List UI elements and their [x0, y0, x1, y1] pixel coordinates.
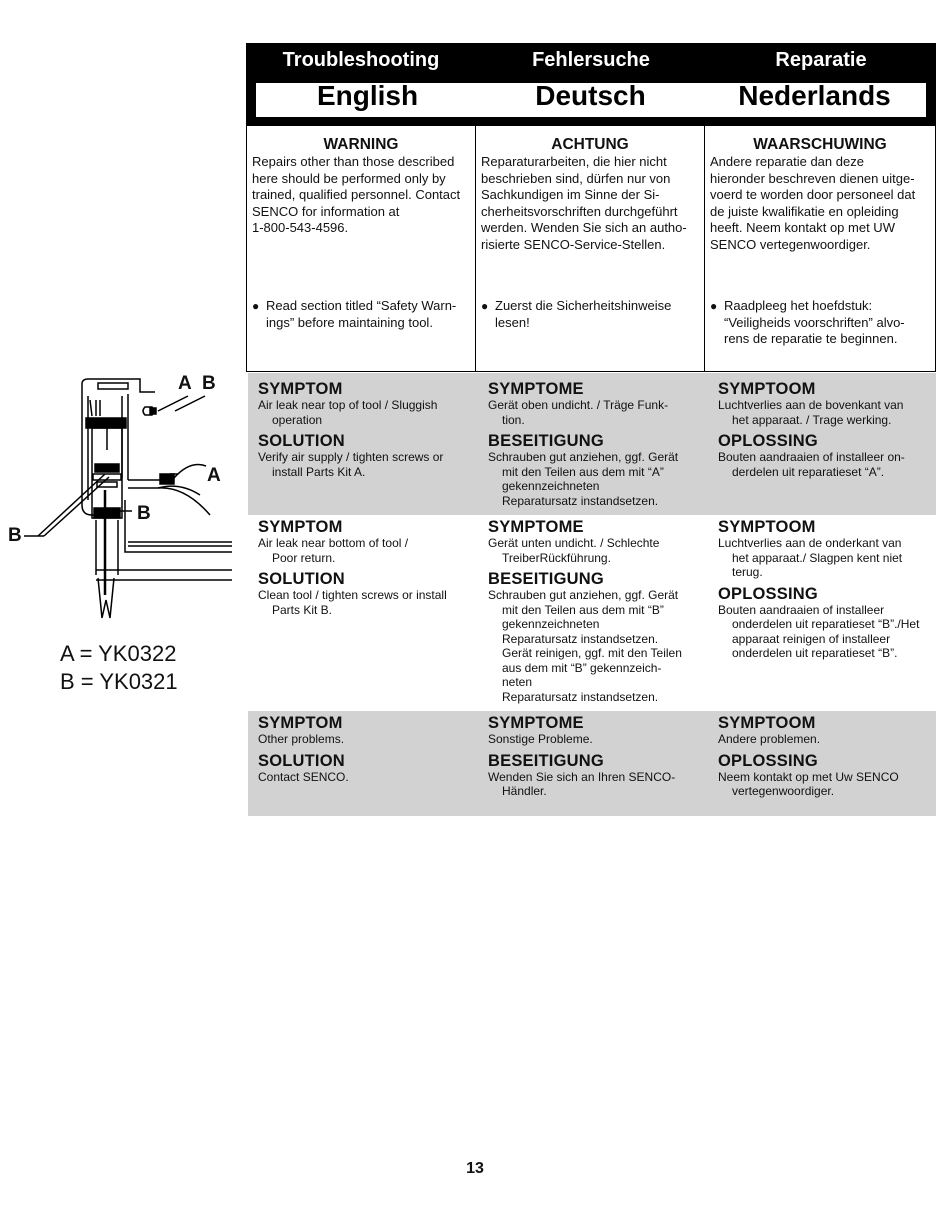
symptom-heading: SYMPTOM: [258, 380, 343, 398]
symptom-text: Luchtverlies aan de onderkant van het apparaat./ Slagpen kent niet terug.: [718, 536, 903, 579]
solution-text: Bouten aandraaien of installeer on- derdelen uit reparatieset “A”.: [718, 450, 905, 479]
legend-kit-a: A = YK0322: [60, 641, 177, 666]
language-german: Deutsch: [535, 80, 646, 111]
solution-text: Schrauben gut anziehen, ggf. Gerät mit den Teilen aus dem mit “B” gekennzeichneten Reparatursatz instandsetzen. Gerät reinigen, ggf. mit den Teilen aus dem mit “B” gekennzeich- neten Reparatursatz instandsetzen.: [488, 588, 682, 704]
callout-b-cylinder: B: [137, 503, 151, 524]
solution-heading: SOLUTION: [258, 751, 345, 770]
solution-heading: SOLUTION: [258, 570, 345, 588]
solution-text: Contact SENCO.: [258, 769, 349, 784]
row-cell-english: [258, 373, 480, 479]
tool-diagram: [0, 370, 240, 630]
solution-heading: BESEITIGUNG: [488, 432, 604, 450]
solution-heading: OPLOSSING: [718, 751, 818, 770]
warning-box: [246, 126, 936, 372]
row-cell-german: [488, 515, 710, 704]
symptom-text: Sonstige Probleme.: [488, 732, 593, 746]
solution-text: Schrauben gut anziehen, ggf. Gerät mit den Teilen aus dem mit “A” gekennzeichneten Reparatursatz instandsetzen.: [488, 450, 679, 508]
parts-legend: [60, 640, 178, 696]
solution-text: Clean tool / tighten screws or install Parts Kit B.: [258, 588, 447, 617]
header-title-dutch: Reparatie: [775, 49, 867, 71]
warning-title: ACHTUNG: [551, 136, 629, 153]
warning-text: Repairs other than those described here should be performed only by trained, qualified personnel. Contact SENCO for information at 1-800-543-4596.: [252, 154, 461, 235]
symptom-heading: SYMPTOME: [488, 518, 584, 536]
callout-a-handle: A: [207, 465, 221, 486]
symptom-heading: SYMPTOOM: [718, 518, 816, 536]
trouble-row-2: [248, 515, 936, 711]
warning-column-english: [247, 126, 476, 372]
warning-text: Reparaturarbeiten, die hier nicht beschrieben sind, dürfen nur von Sachkundigen im Sinne der Si- cherheitsvorschriften durchgeführt werden. Wenden Sie sich an autho- risierte SENCO-Service-Stellen.: [481, 154, 687, 252]
warning-bullet: ● Read section titled “Safety Warn- ings” before maintaining tool.: [252, 298, 472, 331]
language-bar: [256, 80, 926, 117]
page-number: 13: [466, 1160, 484, 1177]
symptom-heading: SYMPTOME: [488, 380, 584, 398]
header-title-german: Fehlersuche: [532, 49, 650, 71]
solution-heading: BESEITIGUNG: [488, 570, 604, 588]
row-cell-dutch: [718, 373, 940, 479]
callout-b-left: B: [8, 525, 22, 546]
symptom-text: Luchtverlies aan de bovenkant van het apparaat. / Trage werking.: [718, 398, 904, 427]
warning-column-german: [476, 126, 705, 372]
row-cell-dutch: [718, 711, 940, 799]
legend-kit-b: B = YK0321: [60, 669, 178, 694]
row-cell-english: [258, 711, 480, 784]
warning-bullet: ● Zuerst die Sicherheitshinweise lesen!: [481, 298, 701, 331]
solution-heading: SOLUTION: [258, 432, 345, 450]
symptom-text: Andere problemen.: [718, 732, 821, 746]
warning-text: Andere reparatie dan deze hieronder beschreven dienen uitge- voerd te worden door personeel dat de juiste kwalifikatie en opleiding heeft. Neem kontakt op met UW SENCO vertegenwoordiger.: [710, 154, 916, 252]
solution-heading: OPLOSSING: [718, 584, 818, 603]
row-cell-german: [488, 711, 710, 799]
symptom-text: Gerät unten undicht. / Schlechte TreiberRückführung.: [488, 536, 660, 565]
row-cell-german: [488, 373, 710, 508]
symptom-text: Air leak near top of tool / Sluggish operation: [258, 398, 438, 427]
header-title-english: Troubleshooting: [282, 49, 440, 71]
solution-text: Neem kontakt op met Uw SENCO vertegenwoordiger.: [718, 769, 899, 798]
symptom-heading: SYMPTOME: [488, 714, 584, 732]
troubleshooting-header: [246, 43, 936, 126]
solution-heading: BESEITIGUNG: [488, 751, 604, 770]
callout-a-top: A: [178, 373, 192, 394]
symptom-text: Gerät oben undicht. / Träge Funk- tion.: [488, 398, 669, 427]
warning-bullet: ● Raadpleeg het hoefdstuk: “Veiligheids voorschriften” alvo- rens de reparatie te beginnen.: [710, 298, 932, 348]
solution-text: Verify air supply / tighten screws or install Parts Kit A.: [258, 450, 444, 479]
symptom-text: Other problems.: [258, 732, 345, 746]
solution-heading: OPLOSSING: [718, 432, 818, 450]
language-dutch: Nederlands: [738, 80, 891, 111]
symptom-text: Air leak near bottom of tool / Poor return.: [258, 536, 409, 565]
row-cell-english: [258, 515, 480, 617]
symptom-heading: SYMPTOM: [258, 518, 343, 536]
trouble-row-1: [248, 373, 936, 515]
language-english: English: [316, 80, 419, 111]
warning-title: WARNING: [323, 136, 399, 153]
symptom-heading: SYMPTOM: [258, 714, 343, 732]
row-cell-dutch: [718, 515, 940, 661]
symptom-heading: SYMPTOOM: [718, 714, 816, 732]
warning-column-dutch: [705, 126, 935, 372]
solution-text: Bouten aandraaien of installeer onderdelen uit reparatieset “B”./Het apparaat reinigen of installeer onderdelen uit reparatieset “B”.: [718, 602, 920, 660]
symptom-heading: SYMPTOOM: [718, 380, 816, 398]
solution-text: Wenden Sie sich an Ihren SENCO- Händler.: [488, 769, 676, 798]
trouble-row-3: [248, 711, 936, 816]
warning-title: WAARSCHUWING: [753, 136, 887, 153]
callout-b-top: B: [202, 373, 216, 394]
